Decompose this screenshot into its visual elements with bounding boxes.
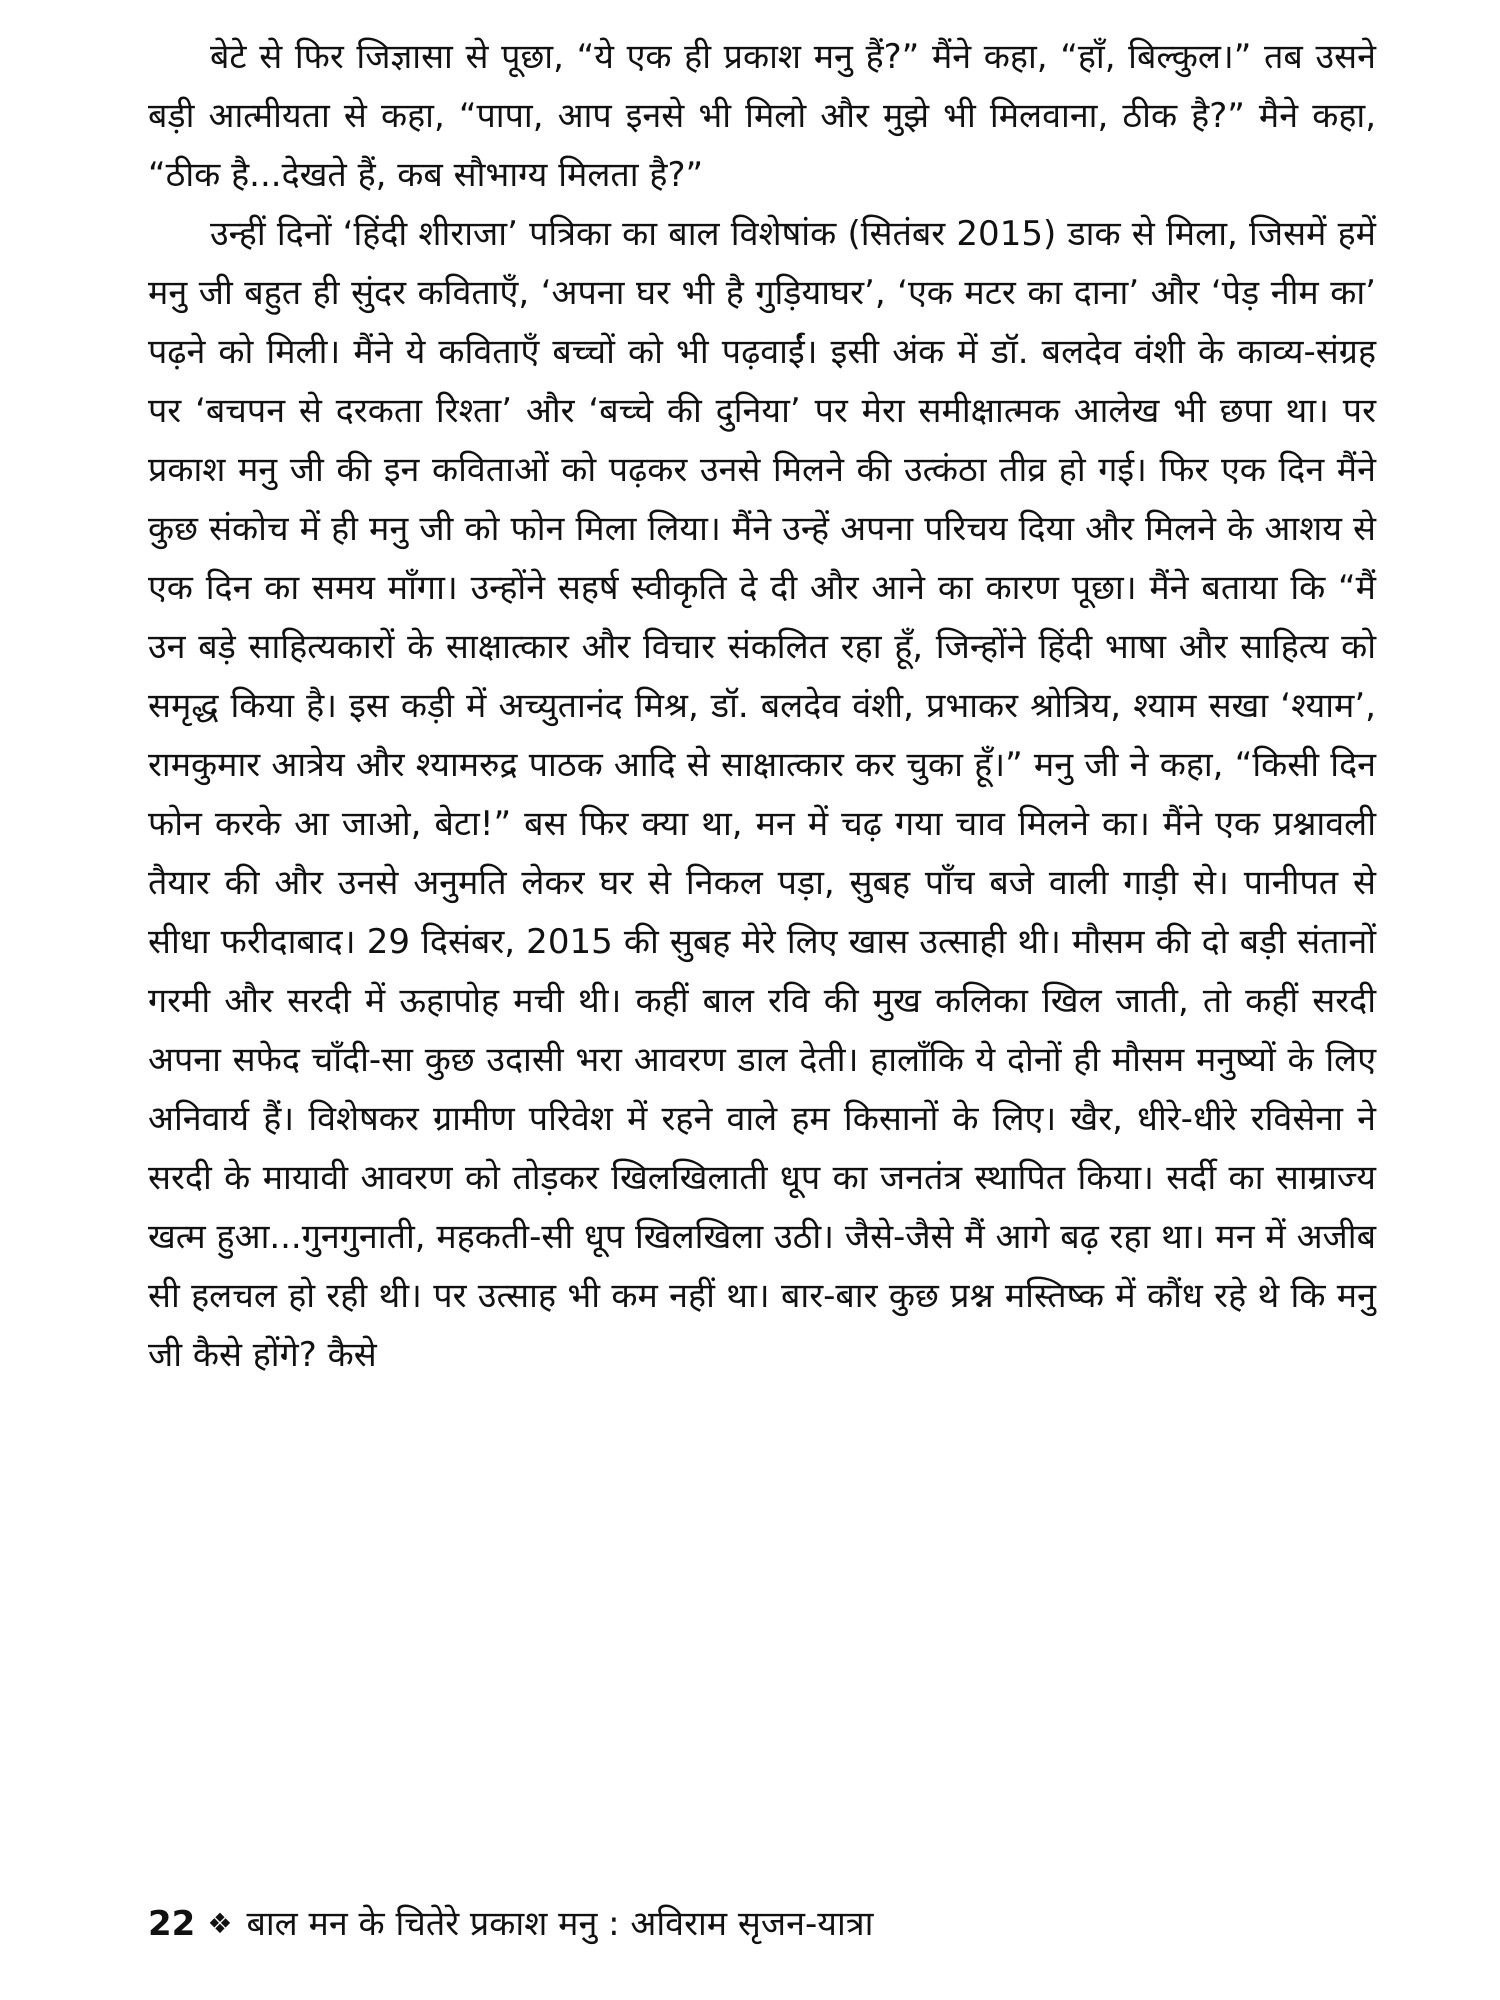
paragraph-1: बेटे से फिर जिज्ञासा से पूछा, “ये एक ही प्रकाश मनु हैं?” मैंने कहा, “हाँ, बिल्कुल।” तब उसने बड़ी आत्मीयता से कहा, “पापा, आप इनसे भी मिलो और मुझे भी मिलवाना, ठीक है?” मैने कहा, “ठीक है...देखते हैं, कब सौभाग्य मिलता है?” bbox=[148, 37, 1376, 195]
page-footer bbox=[148, 1900, 873, 1948]
page-number: 22 bbox=[148, 1904, 196, 1944]
paragraph-2: उन्हीं दिनों ‘हिंदी शीराजा’ पत्रिका का बाल विशेषांक (सितंबर 2015) डाक से मिला, जिसमें हमें मनु जी बहुत ही सुंदर कविताएँ, ‘अपना घर भी है गुड़ियाघर’, ‘एक मटर का दाना’ और ‘पेड़ नीम का’ पढ़ने को मिली। मैंने ये कविताएँ बच्चों को भी पढ़वाईं। इसी अंक में डॉ. बलदेव वंशी के काव्य-संग्रह पर ‘बचपन से दरकता रिश्ता’ और ‘बच्चे की दुनिया’ पर मेरा समीक्षात्मक आलेख भी छपा था। पर प्रकाश मनु जी की इन कविताओं को पढ़कर उनसे मिलने की उत्कंठा तीव्र हो गई। फिर एक दिन मैंने कुछ संकोच में ही मनु जी को फोन मिला लिया। मैंने उन्हें अपना परिचय दिया और मिलने के आशय से एक दिन का समय माँगा। उन्होंने सहर्ष स्वीकृति दे दी और आने का कारण पूछा। मैंने बताया कि “मैं उन बड़े साहित्यकारों के साक्षात्कार और विचार संकलित रहा हूँ, जिन्होंने हिंदी भाषा और साहित्य को समृद्ध किया है। इस कड़ी में अच्युतानंद मिश्र, डॉ. बलदेव वंशी, प्रभाकर श्रोत्रिय, श्याम सखा ‘श्याम’, रामकुमार आत्रेय और श्यामरुद्र पाठक आदि से साक्षात्कार कर चुका हूँ।” मनु जी ने कहा, “किसी दिन फोन करके आ जाओ, बेटा!” बस फिर क्या था, मन में चढ़ गया चाव मिलने का। मैंने एक प्रश्नावली तैयार की और उनसे अनुमति लेकर घर से निकल पड़ा, सुबह पाँच बजे वाली गाड़ी से। पानीपत से सीधा फरीदाबाद। 29 दिसंबर, 2015 की सुबह मेरे लिए खास उत्साही थी। मौसम की दो बड़ी संतानों गरमी और सरदी में ऊहापोह मची थी। कहीं बाल रवि की मुख कलिका खिल जाती, तो कहीं सरदी अपना सफेद चाँदी-सा कुछ उदासी भरा आवरण डाल देती। हालाँकि ये दोनों ही मौसम मनुष्यों के लिए अनिवार्य हैं। विशेषकर ग्रामीण परिवेश में रहने वाले हम किसानों के लिए। खैर, धीरे-धीरे रविसेना ने सरदी के मायावी आवरण को तोड़कर खिलखिलाती धूप का जनतंत्र स्थापित किया। सर्दी का साम्राज्य खत्म हुआ...गुनगुनाती, महकती-सी धूप खिलखिला उठी। जैसे-जैसे मैं आगे बढ़ रहा था। मन में अजीब सी हलचल हो रही थी। पर उत्साह भी कम नहीं था। बार-बार कुछ प्रश्न मस्तिष्क में कौंध रहे थे कि मनु जी कैसे होंगे? कैसे bbox=[148, 214, 1376, 1375]
running-title: बाल मन के चितेरे प्रकाश मनु : अविराम सृजन-यात्रा bbox=[246, 1904, 874, 1944]
separator-ornament-icon: ❖ bbox=[207, 1907, 233, 1940]
body-text bbox=[148, 28, 1376, 1385]
